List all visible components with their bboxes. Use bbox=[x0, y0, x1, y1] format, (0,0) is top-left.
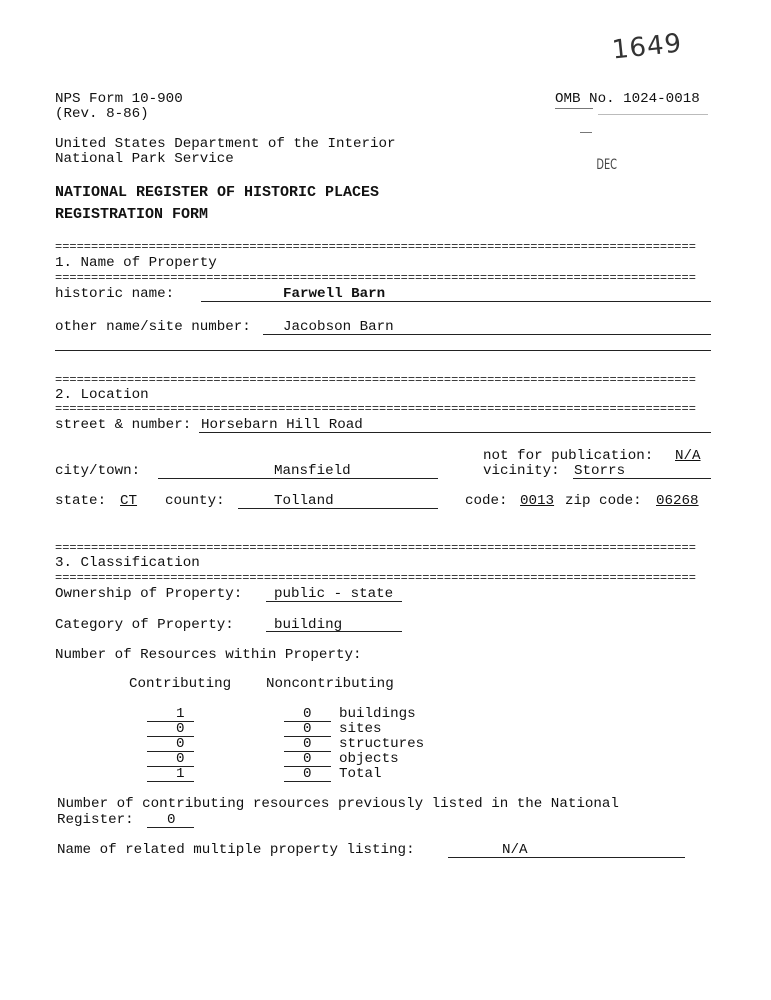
noncontributing-count: 0 bbox=[303, 721, 312, 737]
city-value: Mansfield bbox=[274, 463, 351, 479]
section-divider: ========================================================================================= bbox=[55, 272, 696, 284]
section-divider: ========================================================================================= bbox=[55, 241, 696, 253]
other-name-label: other name/site number: bbox=[55, 319, 251, 335]
omb-number: OMB No. 1024-0018 bbox=[555, 91, 700, 107]
resources-label: Number of Resources within Property: bbox=[55, 647, 362, 663]
noncontributing-count: 0 bbox=[303, 751, 312, 767]
category-label: Category of Property: bbox=[55, 617, 234, 633]
multiple-listing-label: Name of related multiple property listing: bbox=[57, 842, 415, 858]
code-label: code: bbox=[465, 493, 508, 509]
scan-mark bbox=[580, 132, 592, 133]
form-title-line-1: NATIONAL REGISTER OF HISTORIC PLACES bbox=[55, 184, 380, 201]
noncontributing-count: 0 bbox=[303, 706, 312, 722]
contributing-count: 0 bbox=[176, 721, 185, 737]
previously-listed-label-2: Register: bbox=[57, 812, 134, 828]
historic-name-line bbox=[201, 301, 711, 302]
ownership-label: Ownership of Property: bbox=[55, 586, 243, 602]
contributing-count: 0 bbox=[176, 751, 185, 767]
contributing-line bbox=[147, 766, 194, 767]
contributing-count: 1 bbox=[176, 706, 185, 722]
previously-listed-value: 0 bbox=[167, 812, 176, 828]
historic-name-label: historic name: bbox=[55, 286, 175, 302]
state-value: CT bbox=[120, 493, 138, 509]
not-for-publication-value: N/A bbox=[675, 448, 701, 464]
previously-listed-label: Number of contributing resources previously listed in the National bbox=[57, 796, 619, 812]
contributing-line bbox=[147, 751, 194, 752]
city-label: city/town: bbox=[55, 463, 141, 479]
form-number: NPS Form 10-900 bbox=[55, 91, 183, 107]
date-stamp: DEC bbox=[596, 157, 617, 173]
historic-name-value: Farwell Barn bbox=[283, 286, 386, 302]
resource-type: buildings bbox=[339, 706, 416, 722]
multiple-listing-line bbox=[448, 857, 685, 858]
contributing-count: 0 bbox=[176, 736, 185, 752]
state-label: state: bbox=[55, 493, 107, 509]
contributing-column-header: Contributing bbox=[129, 676, 232, 692]
vicinity-label: vicinity: bbox=[483, 463, 560, 479]
ownership-value: public - state bbox=[274, 586, 394, 602]
section-divider: ========================================================================================= bbox=[55, 572, 696, 584]
form-title-line-2: REGISTRATION FORM bbox=[55, 206, 209, 223]
scan-mark bbox=[598, 114, 708, 115]
form-revision: (Rev. 8-86) bbox=[55, 106, 149, 122]
resource-type: structures bbox=[339, 736, 425, 752]
not-for-publication-label: not for publication: bbox=[483, 448, 654, 464]
section-1-heading: 1. Name of Property bbox=[55, 255, 217, 271]
contributing-total: 1 bbox=[176, 766, 185, 782]
zip-value: 06268 bbox=[656, 493, 699, 509]
section-divider: ========================================================================================= bbox=[55, 374, 696, 386]
noncontributing-count: 0 bbox=[303, 736, 312, 752]
category-value: building bbox=[274, 617, 343, 633]
omb-underline bbox=[555, 108, 593, 109]
section-2-heading: 2. Location bbox=[55, 387, 149, 403]
resource-type: objects bbox=[339, 751, 399, 767]
resource-type: Total bbox=[339, 766, 382, 782]
section-divider: ========================================================================================= bbox=[55, 403, 696, 415]
vicinity-value: Storrs bbox=[574, 463, 626, 479]
contributing-line bbox=[147, 721, 194, 722]
zip-label: zip code: bbox=[565, 493, 642, 509]
other-name-value: Jacobson Barn bbox=[283, 319, 394, 335]
code-value: 0013 bbox=[520, 493, 555, 509]
contributing-line bbox=[147, 736, 194, 737]
noncontributing-column-header: Noncontributing bbox=[266, 676, 394, 692]
resource-type: sites bbox=[339, 721, 382, 737]
multiple-listing-value: N/A bbox=[502, 842, 528, 858]
other-name-line-2 bbox=[55, 350, 711, 351]
section-divider: ========================================================================================= bbox=[55, 542, 696, 554]
street-value: Horsebarn Hill Road bbox=[201, 417, 363, 433]
section-3-heading: 3. Classification bbox=[55, 555, 200, 571]
noncontributing-total: 0 bbox=[303, 766, 312, 782]
service-name: National Park Service bbox=[55, 151, 234, 167]
county-line bbox=[238, 508, 438, 509]
county-value: Tolland bbox=[274, 493, 334, 509]
street-label: street & number: bbox=[55, 417, 192, 433]
county-label: county: bbox=[165, 493, 225, 509]
department-name: United States Department of the Interior bbox=[55, 136, 396, 152]
handwritten-reference-number: 1649 bbox=[610, 28, 684, 66]
contributing-line bbox=[147, 781, 194, 782]
